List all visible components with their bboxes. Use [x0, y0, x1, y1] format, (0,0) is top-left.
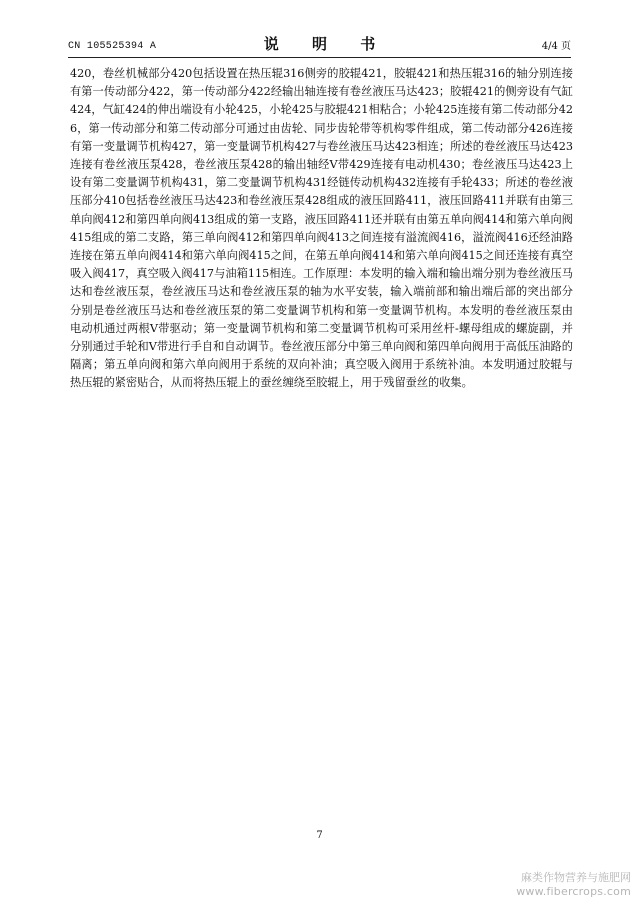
page-number: 7	[316, 830, 323, 841]
patent-number: CN 105525394 A	[68, 41, 157, 52]
page-header	[68, 30, 571, 56]
watermark-site-name: 麻类作物营养与施肥网	[521, 871, 631, 884]
description-paragraph: 420，卷丝机械部分420包括设置在热压辊316侧旁的胶辊421，胶辊421和热压辊316的轴分别连接有第一传动部分422，第一传动部分422经输出轴连接有卷丝液压马达423；胶辊421的侧旁设有气缸424，气缸424的伸出端设有小轮425，小轮425与胶辊421相粘合；小轮425连接有第二传动部分426，第一传动部分和第二传动部分可通过由齿轮、同步齿轮带等机构零件组成，第二传动部分426连接有第一变量调节机构427，第一变量调节机构427与卷丝液压马达423相连；所述的卷丝液压马达423连接有卷丝液压泵428，卷丝液压泵428的输出轴经V带429连接有电动机430；卷丝液压马达423上设有第二变量调节机构431，第二变量调节机构431经链传动机构432连接有手轮433；所述的卷丝液压部分410包括卷丝液压马达423和卷丝液压泵428组成的液压回路411，液压回路411并联有由第三单向阀412和第四单向阀413组成的第一支路，液压回路411还并联有由第五单向阀414和第六单向阀415组成的第二支路，第三单向阀412和第四单向阀413之间连接有溢流阀416，溢流阀416还经油路连接在第五单向阀414和第六单向阀415之间，在第五单向阀414和第六单向阀415之间还连接有真空吸入阀417，真空吸入阀417与油箱115相连。工作原理：本发明的输入端和输出端分别为卷丝液压马达和卷丝液压泵，卷丝液压马达和卷丝液压泵的轴为水平安装，输入端前部和输出端后部的突出部分分别是卷丝液压马达和卷丝液压泵的第二变量调节机构和第一变量调节机构。本发明的卷丝液压泵由电动机通过两根V带驱动；第一变量调节机构和第二变量调节机构可采用丝杆-螺母组成的螺旋副，并分别通过手轮和V带进行手自和自动调节。卷丝液压部分中第三单向阀和第四单向阀用于高低压油路的隔离；第五单向阀和第六单向阀用于系统的双向补油；真空吸入阀用于系统补油。本发明通过胶辊与热压辊的紧密贴合，从而将热压辊上的蚕丝缠绕至胶辊上，用于残留蚕丝的收集。	[70, 67, 573, 390]
header-divider	[68, 57, 571, 58]
watermark	[461, 871, 631, 899]
watermark-site-url: www.fibercrops.com	[516, 885, 631, 898]
document-title: 说 明 书	[263, 35, 390, 53]
page-of-indicator: 4/4 页	[541, 41, 571, 52]
